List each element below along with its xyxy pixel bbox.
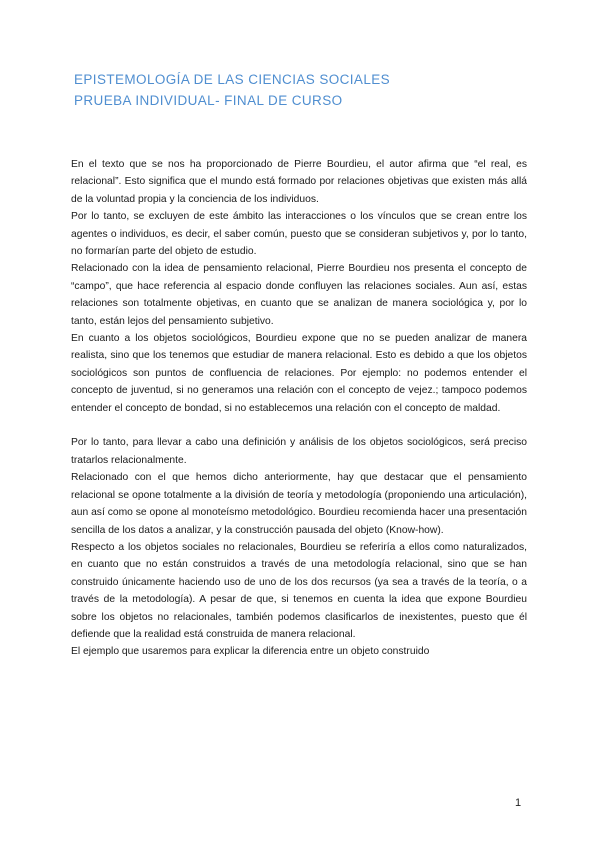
paragraph: El ejemplo que usaremos para explicar la diferencia entre un objeto construido <box>71 646 430 658</box>
paragraph: Por lo tanto, para llevar a cabo una definición y análisis de los objetos sociológicos, será preciso tratarlos relacionalmente. <box>71 437 527 466</box>
paragraph: En el texto que se nos ha proporcionado de Pierre Bourdieu, el autor afirma que “el real, es relacional”. Esto significa que el mundo está formado por relaciones objetivas que existen más allá de la voluntad propia y la conciencia de los individuos. <box>71 159 527 205</box>
page-number: 1 <box>515 797 522 809</box>
paragraph: Relacionado con el que hemos dicho anteriormente, hay que destacar que el pensamiento relacional se opone totalmente a la división de teoría y metodología (proponiendo una articulación), aun así como se opone al monoteísmo metodológico. Bourdieu recomienda hacer una presentación sencilla de los datos a analizar, y la construcción pausada del objeto (Know-how). <box>71 472 527 536</box>
paragraph: Por lo tanto, se excluyen de este ámbito las interacciones o los vínculos que se crean entre los agentes o individuos, es decir, el saber común, puesto que se consideran subjetivos y, por lo tanto, no formarían parte del objeto de estudio. <box>71 211 527 258</box>
document-subtitle: PRUEBA INDIVIDUAL- FINAL DE CURSO <box>74 93 343 108</box>
document-body <box>71 156 527 661</box>
paragraph: En cuanto a los objetos sociológicos, Bourdieu expone que no se pueden analizar de manera realista, sino que los tenemos que estudiar de manera relacional. Esto es debido a que los objetos sociológicos son puntos de confluencia de relaciones. Por ejemplo: no podemos entender el concepto de juventud, si no generamos una relación con el concepto de vejez.; tampoco podemos entender el concepto de bondad, si no establecemos una relación con el concepto de maldad. <box>71 333 527 414</box>
document-title: EPISTEMOLOGÍA DE LAS CIENCIAS SOCIALES <box>74 72 391 87</box>
paragraph: Relacionado con la idea de pensamiento relacional, Pierre Bourdieu nos presenta el concepto de “campo”, que hace referencia al espacio donde confluyen las relaciones sociales. Aun así, estas relaciones son totalmente objetivas, en cuanto que se analizan de manera sociológica y, por lo tanto, están lejos del pensamiento subjetivo. <box>71 263 527 327</box>
paragraph: Respecto a los objetos sociales no relacionales, Bourdieu se referiría a ellos como naturalizados, en cuanto que no están construidos a través de una metodología relacional, sino que se han construido únicamente haciendo uso de uno de los dos recursos (ya sea a través de la teoría, o a través de la metodología). A pesar de que, si tenemos en cuenta la idea que expone Bourdieu sobre los objetos no relacionales, también podemos clasificarlos de inexistentes, puesto que él defiende que la realidad está construida de manera relacional. <box>71 541 527 640</box>
